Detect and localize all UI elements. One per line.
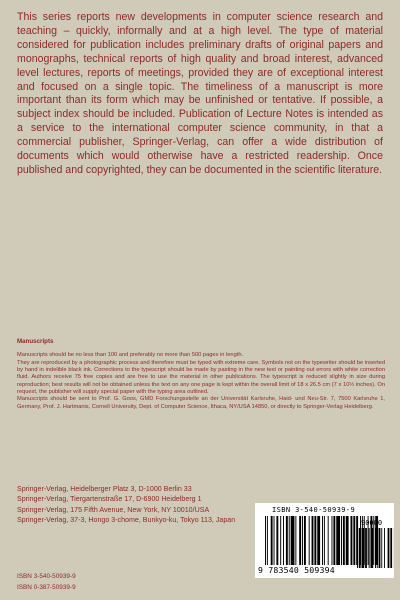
barcode-bar <box>286 516 288 565</box>
barcode-number: 9 783540 509394 <box>258 565 335 575</box>
barcode-bar <box>365 528 367 568</box>
barcode-bar <box>369 528 370 568</box>
manuscripts-typing-instructions: They are reproduced by a photographic process and therefore must be typed with extreme care. Symbols not on the typewriter should be inserted by hand in indelible black ink. Corrections to the typescript should be made by pasting in the new text or painting out errors with white correction fluid. Authors receive 75 free copies and are free to use the material in other publications. The typescript is reduced slightly in size during reproduction; best results will not be obtained unless the text on any one page is kept within the overall limit of 18 x 26.5 cm (7 x 10½ inches). On request, the publisher will supply special paper with the typing area outlined. <box>17 359 385 396</box>
barcode-bar <box>302 516 303 565</box>
address-new-york: Springer-Verlag, 175 Fifth Avenue, New York, NY 10010/USA <box>17 505 210 514</box>
barcode-bar <box>299 516 301 565</box>
barcode-addon-number: 90000 <box>361 519 383 527</box>
series-description: This series reports new developments in computer science research and teaching – quickly, informally and at a high level. The type of material considered for publication includes preliminary drafts of original papers and monographs, technical reports of high quality and broad interest, advanced level lectures, reports of meetings, provided they are of exceptional interest and focused on a single topic. The timeliness of a manuscript is more important than its form which may be unfinished or tentative. If possible, a subject index should be included. Publication of Lecture Notes is intended as a service to the international computer science community, in that a commercial publisher, Springer-Verlag, can offer a wide distribution of documents which would otherwise have a restricted readership. Once published and copyrighted, they can be documented in the scientific literature. <box>17 11 383 176</box>
barcode-bar <box>276 516 278 565</box>
barcode-bar <box>324 516 325 565</box>
barcode-bar <box>267 516 268 565</box>
barcode-bar <box>371 528 374 568</box>
isbn-us: ISBN 0-387-50939-9 <box>17 583 76 591</box>
manuscripts-submission: Manuscripts should be sent to Prof. G. Goos, GMD Forschungsstelle an der Universität Karlsruhe, Haid- und Neu-Str. 7, 7500 Karlsruhe 1, Germany, Prof. J. Hartmanis, Cornell University, Dept. of Computer Science, Ithaca, NY/USA 14850, or directly to Springer-Verlag Heidelberg. <box>17 396 385 410</box>
isbn-list <box>17 572 76 593</box>
barcode-bar <box>328 516 329 565</box>
barcode-bar <box>332 516 333 565</box>
address-heidelberg: Springer-Verlag, Tiergartenstraße 17, D-6900 Heidelberg 1 <box>17 495 202 504</box>
barcode-bar <box>336 516 340 565</box>
barcode-bar <box>357 528 358 568</box>
barcode-bar <box>341 516 342 565</box>
barcode-bar <box>314 516 316 565</box>
manuscripts-section <box>17 338 385 411</box>
barcode-bar <box>362 528 365 568</box>
barcode-bar <box>289 516 290 565</box>
barcode-isbn-label: ISBN 3-540-50939-9 <box>272 506 356 514</box>
barcode-bar <box>377 528 378 568</box>
manuscripts-length: Manuscripts should be no less than 100 and preferably no more than 500 pages in length. <box>17 352 244 359</box>
barcode-bar <box>390 528 392 568</box>
barcode-bar <box>317 516 320 565</box>
isbn-german: ISBN 3-540-50939-9 <box>17 573 76 580</box>
barcode-bar <box>388 528 390 568</box>
barcode-bar <box>312 516 314 565</box>
barcode-bar <box>353 516 355 565</box>
address-tokyo: Springer-Verlag, 37-3, Hongo 3-chome, Bunkyo-ku, Tokyo 113, Japan <box>17 515 236 524</box>
barcode-bar <box>379 528 381 568</box>
barcode-bar <box>381 528 382 568</box>
barcode-bar <box>375 528 376 568</box>
barcode-bar <box>265 516 266 565</box>
barcode-bar <box>283 516 284 565</box>
barcode-bar <box>346 516 349 565</box>
address-berlin: Springer-Verlag, Heidelberger Platz 3, D-1000 Berlin 33 <box>17 485 192 493</box>
barcode-bar <box>304 516 306 565</box>
barcode-bar <box>351 516 353 565</box>
barcode-bar <box>271 516 273 565</box>
barcode-bar <box>322 516 323 565</box>
barcode-bar <box>359 528 361 568</box>
barcode-bar <box>343 516 345 565</box>
barcode-bar <box>291 516 295 565</box>
barcode-bar <box>274 516 275 565</box>
barcode-bar <box>280 516 281 565</box>
barcode-bar <box>384 528 385 568</box>
barcode-bar <box>309 516 310 565</box>
manuscripts-heading: Manuscripts <box>17 338 54 345</box>
barcode-block <box>255 503 394 578</box>
barcode-bar <box>333 516 335 565</box>
barcode-bar <box>295 516 296 565</box>
